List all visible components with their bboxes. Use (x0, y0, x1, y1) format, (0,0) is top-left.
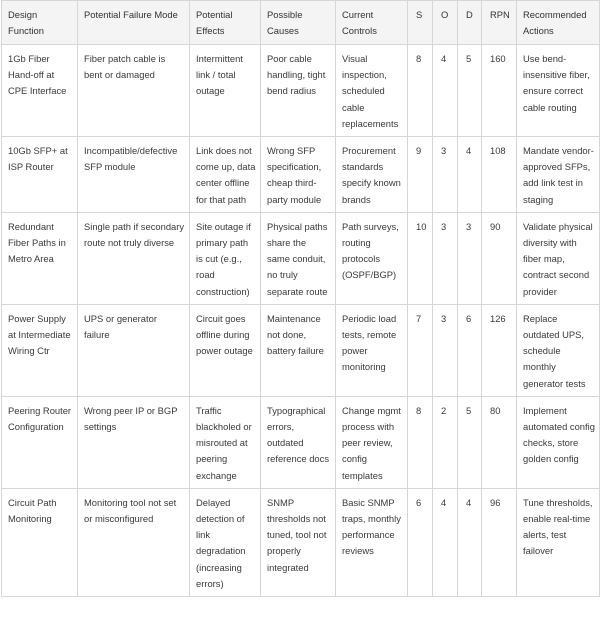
cell-controls: Visual inspection, scheduled cable replacements (336, 45, 408, 137)
cell-failure-mode: Incompatible/defective SFP module (78, 137, 190, 213)
cell-recommended-actions: Validate physical diversity with fiber map, contract second provider (517, 212, 600, 304)
cell-detection: 4 (458, 488, 482, 596)
cell-rpn: 160 (482, 45, 517, 137)
table-row (2, 396, 600, 488)
cell-rpn: 80 (482, 396, 517, 488)
header-potential-effects: Potential Effects (190, 1, 261, 45)
cell-severity: 8 (408, 396, 433, 488)
table-row (2, 212, 600, 304)
cell-failure-mode: UPS or generator failure (78, 304, 190, 396)
cell-occurrence: 2 (433, 396, 458, 488)
cell-controls: Procurement standards specify known brands (336, 137, 408, 213)
cell-causes: Wrong SFP specification, cheap third-party module (261, 137, 336, 213)
cell-design-function: 1Gb Fiber Hand-off at CPE Interface (2, 45, 78, 137)
cell-recommended-actions: Replace outdated UPS, schedule monthly generator tests (517, 304, 600, 396)
cell-detection: 6 (458, 304, 482, 396)
cell-design-function: Redundant Fiber Paths in Metro Area (2, 212, 78, 304)
cell-controls: Periodic load tests, remote power monitoring (336, 304, 408, 396)
cell-failure-mode: Fiber patch cable is bent or damaged (78, 45, 190, 137)
cell-controls: Basic SNMP traps, monthly performance reviews (336, 488, 408, 596)
table-row (2, 304, 600, 396)
header-severity: S (408, 1, 433, 45)
header-row (2, 1, 600, 45)
cell-detection: 3 (458, 212, 482, 304)
cell-rpn: 96 (482, 488, 517, 596)
cell-occurrence: 3 (433, 212, 458, 304)
cell-controls: Path surveys, routing protocols (OSPF/BGP) (336, 212, 408, 304)
cell-rpn: 90 (482, 212, 517, 304)
cell-effects: Intermittent link / total outage (190, 45, 261, 137)
cell-failure-mode: Wrong peer IP or BGP settings (78, 396, 190, 488)
cell-causes: Physical paths share the same conduit, no truly separate route (261, 212, 336, 304)
cell-design-function: Power Supply at Intermediate Wiring Ctr (2, 304, 78, 396)
header-rpn: RPN (482, 1, 517, 45)
cell-rpn: 126 (482, 304, 517, 396)
cell-occurrence: 4 (433, 488, 458, 596)
fmea-table (1, 0, 600, 597)
cell-effects: Delayed detection of link degradation (increasing errors) (190, 488, 261, 596)
header-design-function: Design Function (2, 1, 78, 45)
header-possible-causes: Possible Causes (261, 1, 336, 45)
header-current-controls: Current Controls (336, 1, 408, 45)
header-recommended-actions: Recommended Actions (517, 1, 600, 45)
cell-detection: 4 (458, 137, 482, 213)
cell-effects: Site outage if primary path is cut (e.g., road construction) (190, 212, 261, 304)
cell-severity: 10 (408, 212, 433, 304)
cell-design-function: Peering Router Configuration (2, 396, 78, 488)
cell-causes: Typographical errors, outdated reference docs (261, 396, 336, 488)
cell-failure-mode: Monitoring tool not set or misconfigured (78, 488, 190, 596)
cell-design-function: 10Gb SFP+ at ISP Router (2, 137, 78, 213)
cell-occurrence: 3 (433, 304, 458, 396)
cell-failure-mode: Single path if secondary route not truly diverse (78, 212, 190, 304)
cell-recommended-actions: Implement automated config checks, store golden config (517, 396, 600, 488)
table-row (2, 137, 600, 213)
cell-detection: 5 (458, 45, 482, 137)
header-occurrence: O (433, 1, 458, 45)
cell-effects: Link does not come up, data center offline for that path (190, 137, 261, 213)
table-row (2, 45, 600, 137)
cell-occurrence: 4 (433, 45, 458, 137)
cell-rpn: 108 (482, 137, 517, 213)
cell-occurrence: 3 (433, 137, 458, 213)
cell-causes: SNMP thresholds not tuned, tool not properly integrated (261, 488, 336, 596)
cell-severity: 8 (408, 45, 433, 137)
cell-effects: Traffic blackholed or misrouted at peering exchange (190, 396, 261, 488)
table-row (2, 488, 600, 596)
cell-recommended-actions: Mandate vendor-approved SFPs, add link test in staging (517, 137, 600, 213)
cell-recommended-actions: Tune thresholds, enable real-time alerts, test failover (517, 488, 600, 596)
header-potential-failure-mode: Potential Failure Mode (78, 1, 190, 45)
cell-recommended-actions: Use bend-insensitive fiber, ensure correct cable routing (517, 45, 600, 137)
header-detection: D (458, 1, 482, 45)
cell-causes: Poor cable handling, tight bend radius (261, 45, 336, 137)
cell-severity: 7 (408, 304, 433, 396)
cell-effects: Circuit goes offline during power outage (190, 304, 261, 396)
cell-severity: 9 (408, 137, 433, 213)
cell-design-function: Circuit Path Monitoring (2, 488, 78, 596)
cell-controls: Change mgmt process with peer review, config templates (336, 396, 408, 488)
cell-detection: 5 (458, 396, 482, 488)
cell-severity: 6 (408, 488, 433, 596)
cell-causes: Maintenance not done, battery failure (261, 304, 336, 396)
